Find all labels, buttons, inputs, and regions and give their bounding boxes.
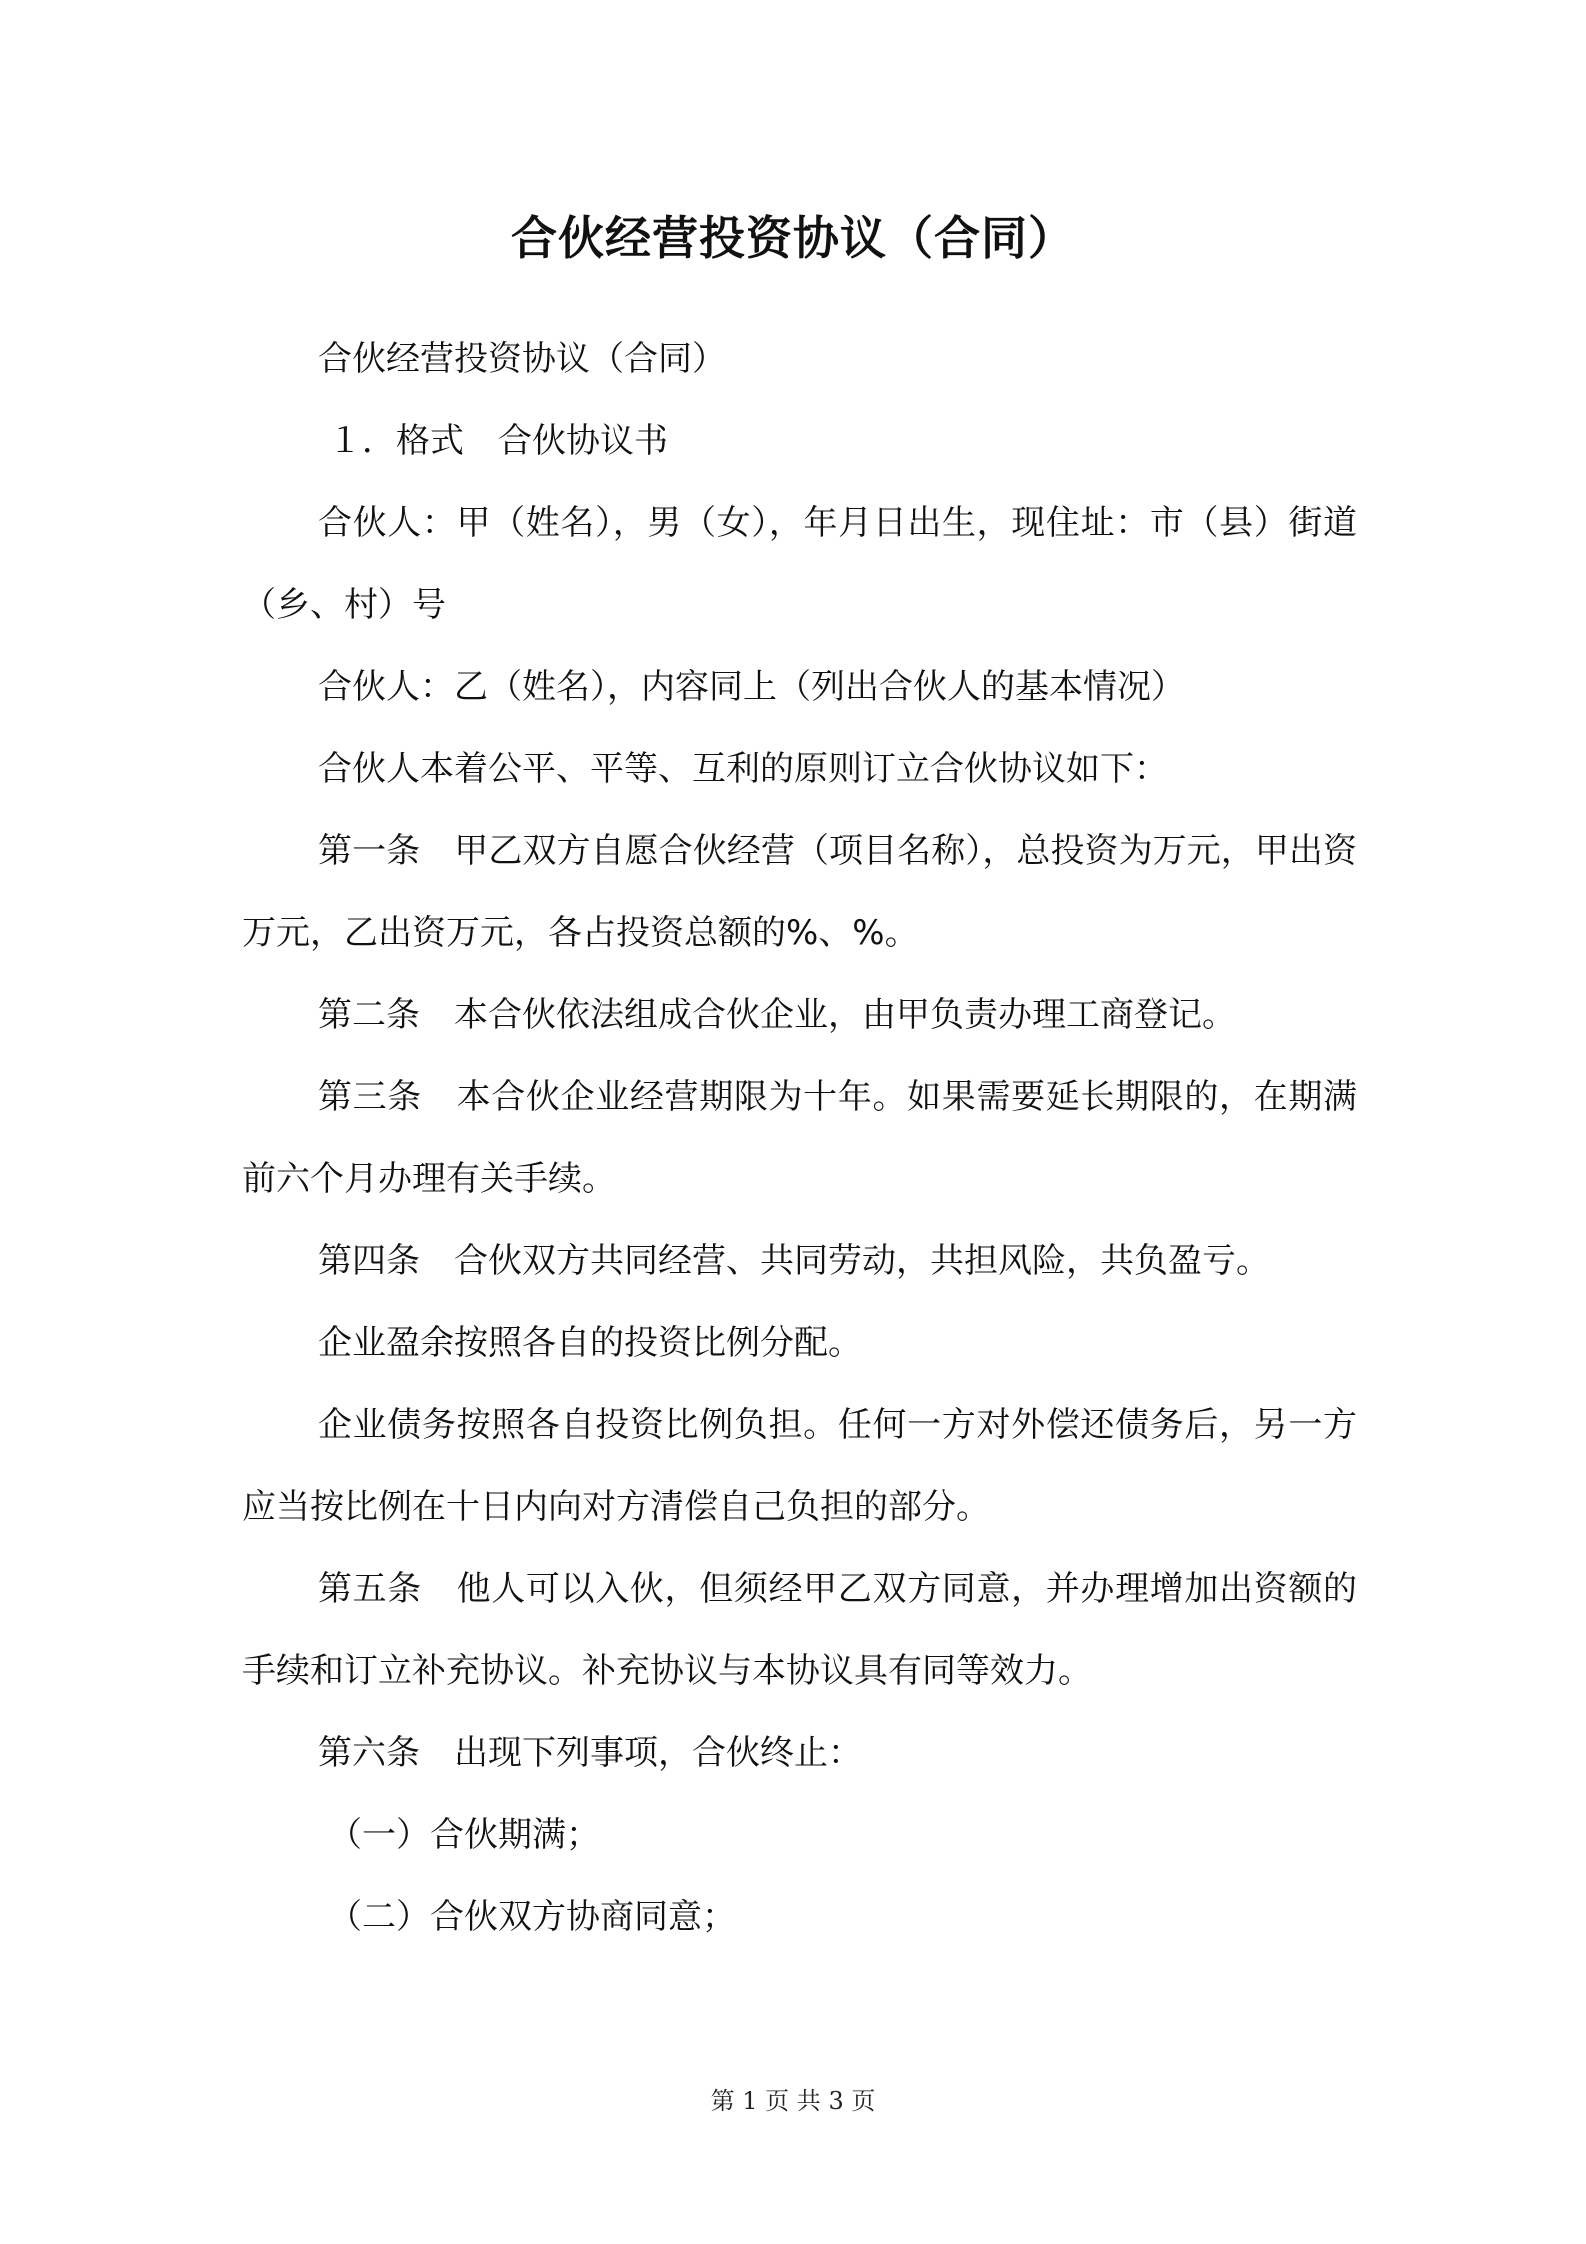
paragraph-article-6: 第六条 出现下列事项，合伙终止：: [318, 1733, 862, 1773]
document-title: 合伙经营投资协议（合同）: [511, 211, 1075, 265]
list-item-2: （二）合伙双方协商同意；: [328, 1897, 736, 1937]
paragraph-partner-a: 合伙人：甲（姓名），男（女），年月日出生，现住址：市（县）街道（乡、村）号: [242, 503, 1357, 625]
paragraph-article-3: 第三条 本合伙企业经营期限为十年。如果需要延长期限的，在期满前六个月办理有关手续。: [242, 1077, 1357, 1199]
paragraph-article-4: 第四条 合伙双方共同经营、共同劳动，共担风险，共负盈亏。: [318, 1241, 1270, 1281]
paragraph-profit: 企业盈余按照各自的投资比例分配。: [318, 1323, 862, 1363]
list-item-1: （一）合伙期满；: [328, 1815, 600, 1855]
document-body: [242, 318, 1357, 1958]
paragraph-article-2: 第二条 本合伙依法组成合伙企业，由甲负责办理工商登记。: [318, 995, 1236, 1035]
paragraph-article-1: 第一条 甲乙双方自愿合伙经营（项目名称），总投资为万元，甲出资万元，乙出资万元，各占投资总额的%、%。: [242, 831, 1357, 953]
paragraph-preamble: 合伙人本着公平、平等、互利的原则订立合伙协议如下：: [318, 749, 1168, 789]
page-number: 第 1 页 共 3 页: [710, 2087, 876, 2115]
paragraph-debt: 企业债务按照各自投资比例负担。任何一方对外偿还债务后，另一方应当按比例在十日内向对方清偿自己负担的部分。: [242, 1405, 1357, 1527]
paragraph-format: １．格式 合伙协议书: [328, 421, 668, 461]
paragraph-partner-b: 合伙人：乙（姓名），内容同上（列出合伙人的基本情况）: [318, 667, 1185, 707]
paragraph-subtitle: 合伙经营投资协议（合同）: [318, 339, 726, 379]
paragraph-article-5: 第五条 他人可以入伙，但须经甲乙双方同意，并办理增加出资额的手续和订立补充协议。补充协议与本协议具有同等效力。: [242, 1569, 1357, 1691]
